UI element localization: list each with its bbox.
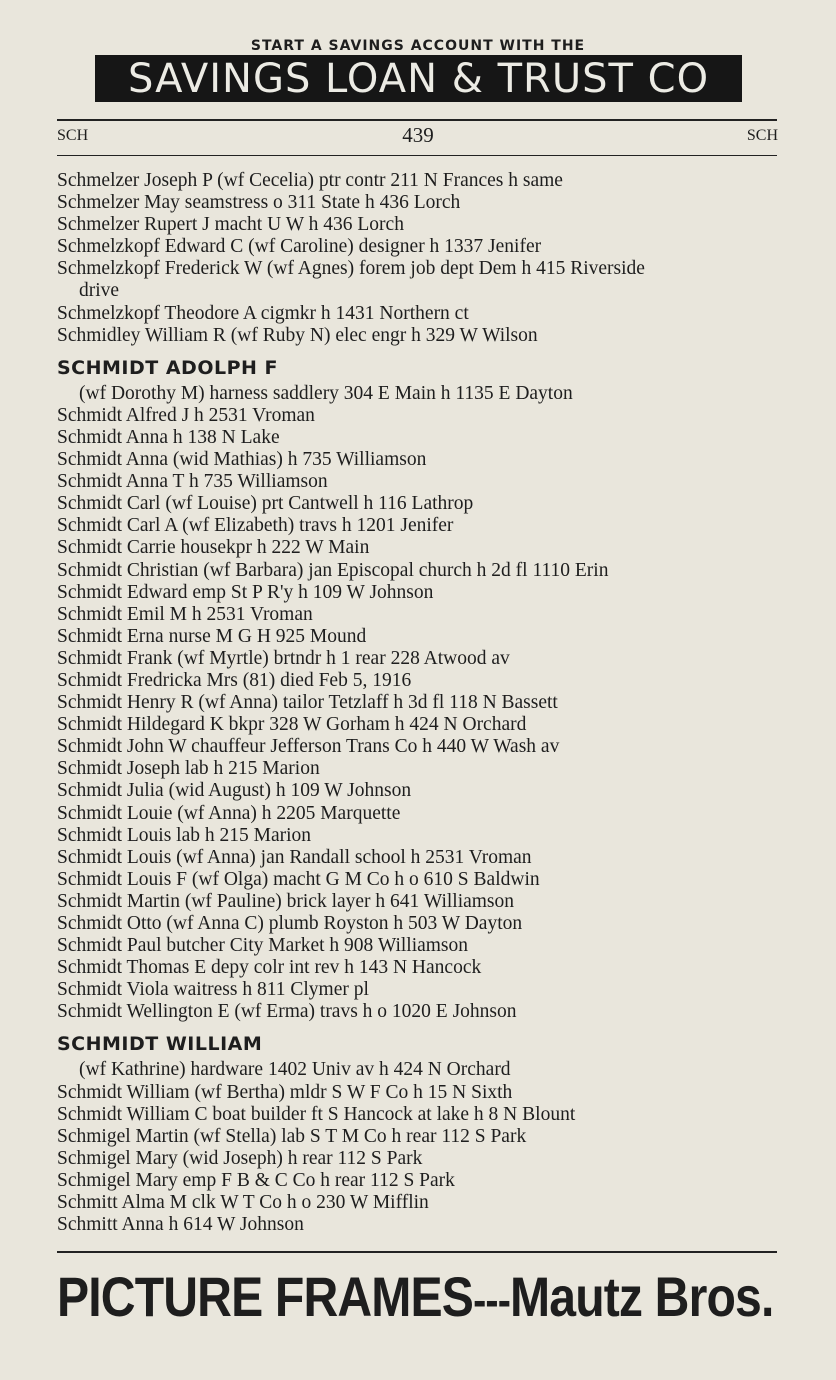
list-item: Schmelzkopf Theodore A cigmkr h 1431 Northern ct <box>57 302 469 324</box>
list-item: Schmelzkopf Frederick W (wf Agnes) forem job dept Dem h 415 Riverside <box>57 258 645 280</box>
list-item: Schmidt Fredricka Mrs (81) died Feb 5, 1916 <box>57 669 412 691</box>
list-item: Schmidt Louis (wf Anna) jan Randall school h 2531 Vroman <box>57 846 532 868</box>
list-item: Schmidt Joseph lab h 215 Marion <box>57 758 320 780</box>
list-item: Schmidt Otto (wf Anna C) plumb Royston h 503 W Dayton <box>57 913 523 934</box>
footer-rule <box>57 1251 777 1253</box>
list-item: Schmidt Louie (wf Anna) h 2205 Marquette <box>57 802 401 824</box>
list-item: Schmidt William (wf Bertha) mldr S W F Co h 15 N Sixth <box>57 1081 513 1103</box>
list-item: Schmidley William R (wf Ruby N) elec engr h 329 W Wilson <box>57 324 538 346</box>
advert-company: Mautz Bros. <box>510 1265 774 1328</box>
list-item: Schmelzer May seamstress o 311 State h 436 Lorch <box>57 192 461 214</box>
list-item: Schmidt Frank (wf Myrtle) brtndr h 1 rear 228 Atwood av <box>57 647 510 669</box>
list-item: Schmidt Thomas E depy colr int rev h 143 N Hancock <box>57 957 482 979</box>
list-item: Schmidt Carl A (wf Elizabeth) travs h 1201 Jenifer <box>57 515 454 537</box>
list-item: Schmidt Louis F (wf Olga) macht G M Co h o 610 S Baldwin <box>57 868 540 890</box>
list-item: Schmidt Edward emp St P R'y h 109 W Johnson <box>57 581 434 603</box>
guide-word-left: SCH <box>57 127 89 144</box>
list-item: Schmidt William C boat builder ft S Hancock at lake h 8 N Blount <box>57 1103 576 1125</box>
list-item: Schmidt Erna nurse M G H 925 Mound <box>57 625 367 647</box>
list-item: Schmidt Viola waitress h 811 Clymer pl <box>57 979 369 1001</box>
list-item: Schmidt Anna T h 735 Williamson <box>57 471 328 493</box>
list-item: Schmigel Mary emp F B & C Co h rear 112 S Park <box>57 1169 455 1191</box>
list-item: Schmidt Wellington E (wf Erma) travs h o 1020 E Johnson <box>57 1001 517 1023</box>
advert-main-text: PICTURE FRAMES <box>57 1265 474 1328</box>
list-item: Schmidt Henry R (wf Anna) tailor Tetzlaff h 3d fl 118 N Bassett <box>57 692 558 714</box>
list-item: Schmidt Anna h 138 N Lake <box>57 426 280 448</box>
advert-dash: --- <box>473 1274 511 1326</box>
list-item: Schmelzer Rupert J macht U W h 436 Lorch <box>57 214 404 236</box>
picture-frames-advert <box>57 1262 774 1332</box>
bold-heading-schmidt-william: SCHMIDT WILLIAM <box>57 1033 263 1056</box>
list-item: Schmelzer Joseph P (wf Cecelia) ptr contr 211 N Frances h same <box>57 170 563 191</box>
list-item-continuation: drive <box>79 280 120 302</box>
list-item-continuation: (wf Dorothy M) harness saddlery 304 E Main h 1135 E Dayton <box>79 382 573 404</box>
list-item: Schmidt Paul butcher City Market h 908 Williamson <box>57 935 469 957</box>
list-item: Schmidt Martin (wf Pauline) brick layer h 641 Williamson <box>57 890 515 912</box>
list-item: Schmitt Alma M clk W T Co h o 230 W Mifflin <box>57 1192 429 1214</box>
list-item: Schmidt Alfred J h 2531 Vroman <box>57 404 315 426</box>
directory-listing <box>57 170 787 1236</box>
bold-heading-schmidt-adolph: SCHMIDT ADOLPH F <box>57 356 279 379</box>
header-rule-bottom <box>57 155 777 156</box>
header-rule-top <box>57 119 777 121</box>
list-item: Schmidt Louis lab h 215 Marion <box>57 824 312 846</box>
list-item: Schmidt Carrie housekpr h 222 W Main <box>57 537 370 559</box>
list-item: Schmidt Emil M h 2531 Vroman <box>57 603 313 625</box>
list-item: Schmigel Martin (wf Stella) lab S T M Co h rear 112 S Park <box>57 1125 527 1147</box>
list-item: Schmelzkopf Edward C (wf Caroline) designer h 1337 Jenifer <box>57 236 542 258</box>
list-item: Schmidt Hildegard K bkpr 328 W Gorham h 424 N Orchard <box>57 714 527 736</box>
list-item: Schmigel Mary (wid Joseph) h rear 112 S Park <box>57 1147 423 1169</box>
list-item: Schmidt Julia (wid August) h 109 W Johnson <box>57 780 412 802</box>
list-item: Schmidt John W chauffeur Jefferson Trans Co h 440 W Wash av <box>57 736 560 758</box>
list-item-continuation: (wf Kathrine) hardware 1402 Univ av h 424 N Orchard <box>79 1059 511 1081</box>
list-item: Schmidt Carl (wf Louise) prt Cantwell h 116 Lathrop <box>57 493 474 515</box>
guide-word-right: SCH <box>746 127 778 144</box>
savings-bank-banner: SAVINGS LOAN & TRUST CO <box>95 55 742 102</box>
page-number: 439 <box>402 123 434 147</box>
savings-tagline: START A SAVINGS ACCOUNT WITH THE <box>250 38 586 54</box>
list-item: Schmidt Anna (wid Mathias) h 735 Williamson <box>57 449 427 471</box>
list-item: Schmitt Anna h 614 W Johnson <box>57 1214 304 1236</box>
list-item: Schmidt Christian (wf Barbara) jan Episcopal church h 2d fl 1110 Erin <box>57 559 609 581</box>
